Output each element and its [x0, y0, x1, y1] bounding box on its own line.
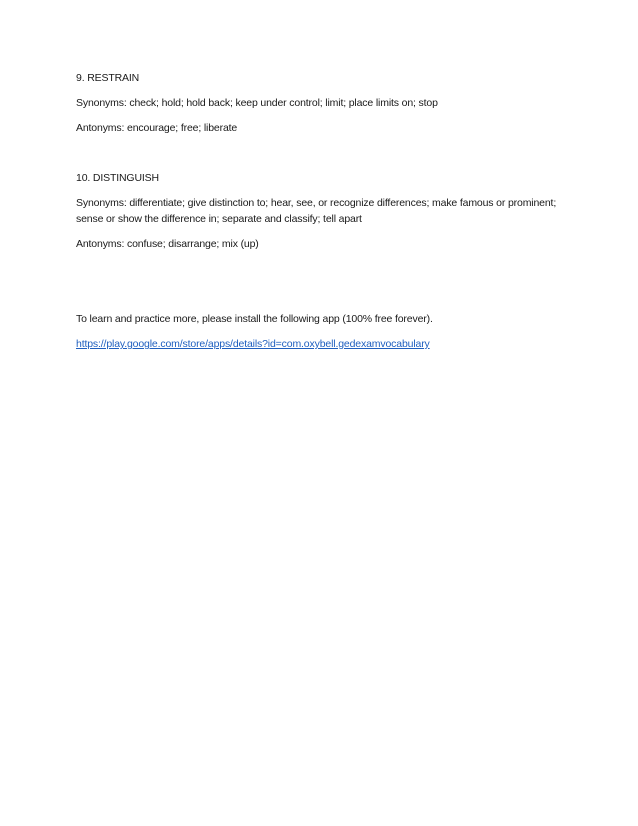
- entry-heading: 9. RESTRAIN: [76, 72, 140, 84]
- promo-note: To learn and practice more, please install the following app (100% free forever).: [76, 313, 433, 325]
- entry-antonyms: Antonyms: confuse; disarrange; mix (up): [76, 238, 259, 250]
- spacer: [76, 261, 566, 311]
- app-promo: [76, 311, 566, 352]
- vocabulary-entry-distinguish: [76, 170, 566, 252]
- entry-synonyms: Synonyms: check; hold; hold back; keep under control; limit; place limits on; stop: [76, 97, 438, 109]
- entry-heading: 10. DISTINGUISH: [76, 172, 159, 184]
- app-store-link[interactable]: https://play.google.com/store/apps/details?id=com.oxybell.gedexamvocabulary: [76, 338, 430, 350]
- entry-antonyms: Antonyms: encourage; free; liberate: [76, 122, 238, 134]
- vocabulary-entry-restrain: [76, 70, 566, 136]
- page-content: [76, 70, 566, 361]
- entry-synonyms: Synonyms: differentiate; give distinction to; hear, see, or recognize differences; make famous or prominent; sense or show the difference in; separate and classify; tell apart: [76, 197, 557, 225]
- spacer: [76, 145, 566, 170]
